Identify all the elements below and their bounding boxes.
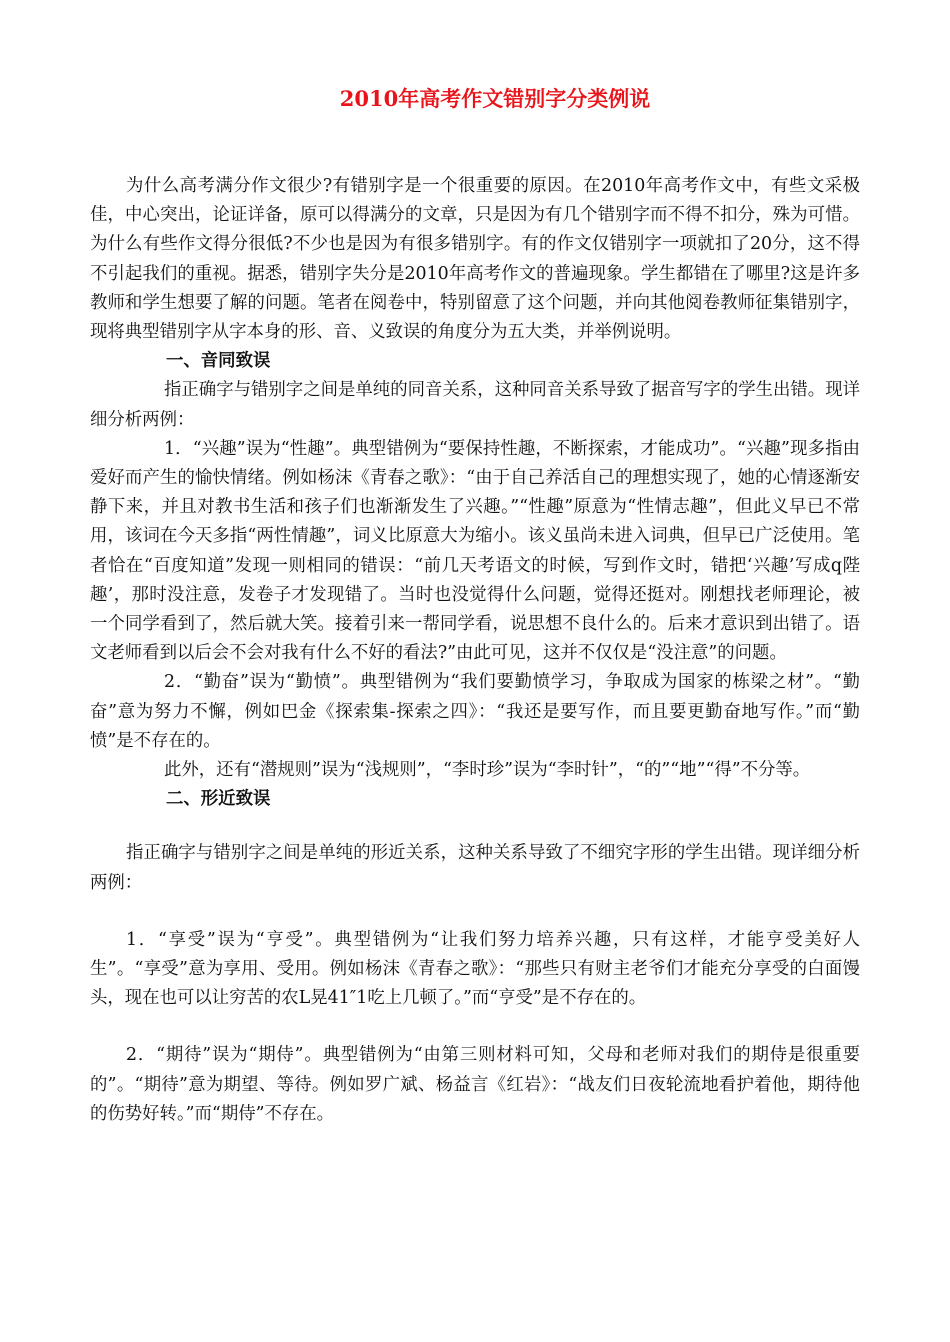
example-paragraph-2: 2．“勤奋”误为“勤愤”。典型错例为“我们要勤愤学习，争取成为国家的栋梁之材”。“勤奋”意为努力不懈，例如巴金《探索集-探索之四》：“我还是要写作，而且要更勤奋地写作。”而“勤愤”是不存在的。	[90, 672, 860, 751]
example-paragraph-3: 1．“享受”误为“亨受”。典型错例为“让我们努力培养兴趣，只有这样，才能亨受美好人生”。“享受”意为享用、受用。例如杨沫《青春之歌》：“那些只有财主老爷们才能充分享受的白面馒头，现在也可以让穷苦的农L晃41″1吃上几顿了。”而“亨受”是不存在的。	[90, 929, 860, 1009]
section-heading-homophone: 一、音同致误	[166, 351, 271, 372]
example-paragraph-1: 1．“兴趣”误为“性趣”。典型错例为“要保持性趣，不断探索，才能成功”。“兴趣”现多指由爱好而产生的愉快情绪。例如杨沫《青春之歌》：“由于自己养活自己的理想实现了，她的心情逐渐安静下来，并且对教书生活和孩子们也渐渐发生了兴趣。”“性趣”原意为“性情志趣”，但此义早已不常用，该词在今天多指“两性情趣”，词义比原意大为缩小。该义虽尚未进入词典，但早已广泛使用。笔者恰在“百度知道”发现一则相同的错误：“前几天考语文的时候，写到作文时，错把‘兴趣’写成q陛趣’，那时没注意，发卷子才发现错了。当时也没觉得什么问题，觉得还挺对。刚想找老师理论，被一个同学看到了，然后就大笑。接着引来一帮同学看，说思想不良什么的。后来才意识到出错了。语文老师看到以后会不会对我有什么不好的看法?”由此可见，这并不仅仅是“没注意”的问题。	[90, 438, 860, 664]
document-title: 2010年高考作文错别字分类例说	[339, 86, 651, 111]
example-paragraph-4: 2．“期待”误为“期侍”。典型错例为“由第三则材料可知，父母和老师对我们的期侍是很重要的”。“期待”意为期望、等待。例如罗广斌、杨益言《红岩》：“战友们日夜轮流地看护着他，期待他的伤势好转。”而“期侍”不存在。	[90, 1045, 860, 1124]
extra-examples-paragraph: 此外，还有“潜规则”误为“浅规则”，“李时珍”误为“李时针”，“的”“地”“得”不分等。	[164, 760, 811, 781]
section-lead-homophone: 指正确字与错别字之间是单纯的同音关系，这种同音关系导致了据音写字的学生出错。现详细分析两例：	[90, 380, 860, 430]
document-page	[90, 84, 860, 1129]
intro-paragraph: 为什么高考满分作文很少?有错别字是一个很重要的原因。在2010年高考作文中，有些文采极佳，中心突出，论证详备，原可以得满分的文章，只是因为有几个错别字而不得不扣分，殊为可惜。为什么有些作文得分很低?不少也是因为有很多错别字。有的作文仅错别字一项就扣了20分，这不得不引起我们的重视。据悉，错别字失分是2010年高考作文的普遍现象。学生都错在了哪里?这是许多教师和学生想要了解的问题。笔者在阅卷中，特别留意了这个问题，并向其他阅卷教师征集错别字，现将典型错别字从字本身的形、音、义致误的角度分为五大类，并举例说明。	[90, 176, 860, 343]
section-heading-shape: 二、形近致误	[166, 789, 271, 810]
section-lead-shape: 指正确字与错别字之间是单纯的形近关系，这种关系导致了不细究字形的学生出错。现详细分析两例：	[90, 843, 860, 893]
